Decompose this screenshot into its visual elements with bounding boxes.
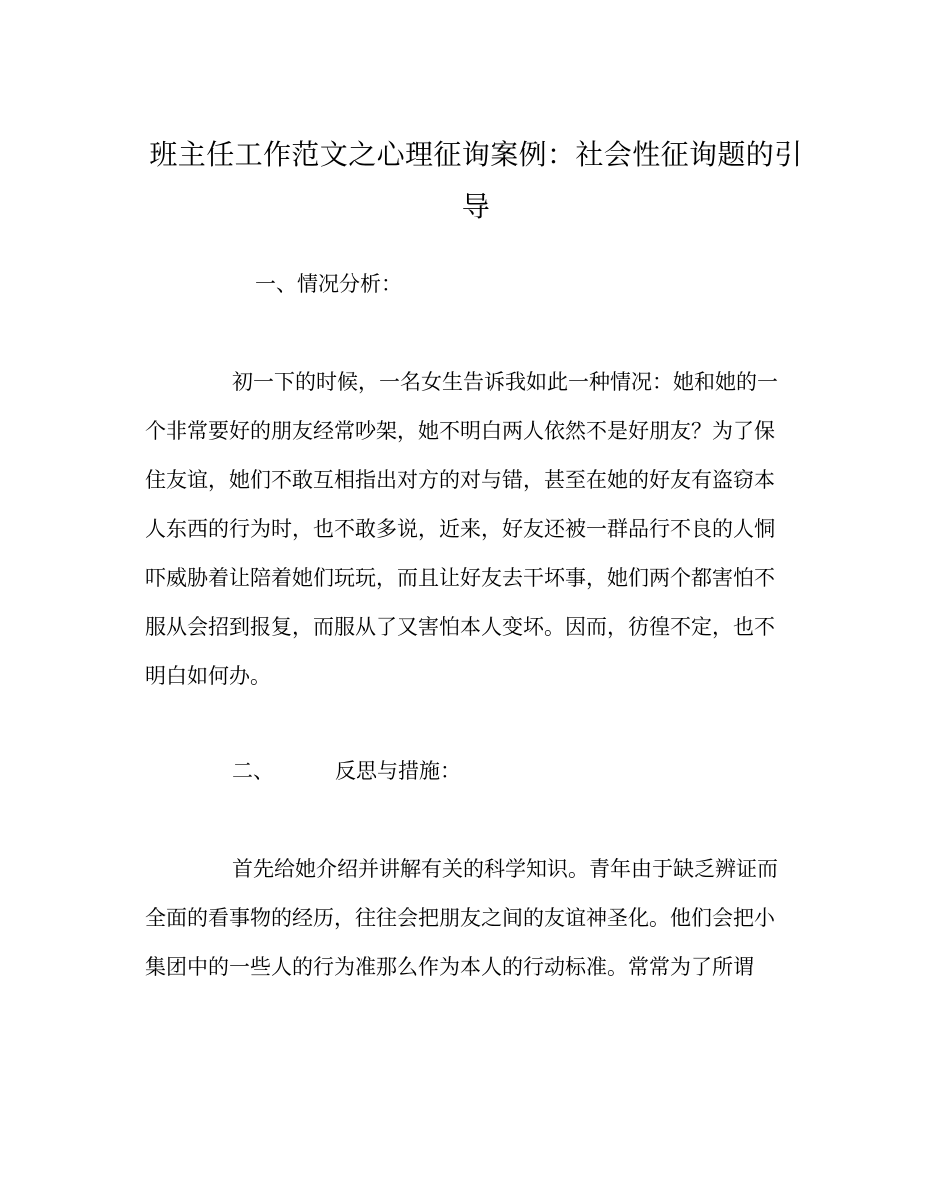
section2-paragraph xyxy=(145,845,805,992)
paragraph-line: 住友谊，她们不敢互相指出对方的对与错，甚至在她的好友有盗窃本 xyxy=(145,468,775,492)
paragraph-line: 个非常要好的朋友经常吵架，她不明白两人依然不是好朋友？为了保 xyxy=(145,419,775,443)
section-heading-reflection-measures: 反思与措施： xyxy=(335,759,461,783)
paragraph-line: 明白如何办。 xyxy=(145,664,271,688)
paragraph-line: 首先给她介绍并讲解有关的科学知识。青年由于缺乏辨证而 xyxy=(232,857,778,881)
paragraph-line: 吓威胁着让陪着她们玩玩，而且让好友去干坏事，她们两个都害怕不 xyxy=(145,566,775,590)
paragraph-line: 初一下的时候，一名女生告诉我如此一种情况：她和她的一 xyxy=(232,370,778,394)
section-heading-situation-analysis: 一、情况分析： xyxy=(255,272,402,296)
section1-paragraph xyxy=(145,358,805,701)
section-heading-number: 二、 xyxy=(232,759,274,783)
paragraph-line: 集团中的一些人的行为准那么作为本人的行动标准。常常为了所谓 xyxy=(145,955,754,979)
paragraph-line: 全面的看事物的经历，往往会把朋友之间的友谊神圣化。他们会把小 xyxy=(145,906,775,930)
document-title: 班主任工作范文之心理征询案例：社会性征询题的引导 xyxy=(149,138,803,223)
paragraph-line: 人东西的行为时，也不敢多说，近来，好友还被一群品行不良的人恫 xyxy=(145,517,775,541)
paragraph-line: 服从会招到报复，而服从了又害怕本人变坏。因而，彷徨不定，也不 xyxy=(145,615,775,639)
